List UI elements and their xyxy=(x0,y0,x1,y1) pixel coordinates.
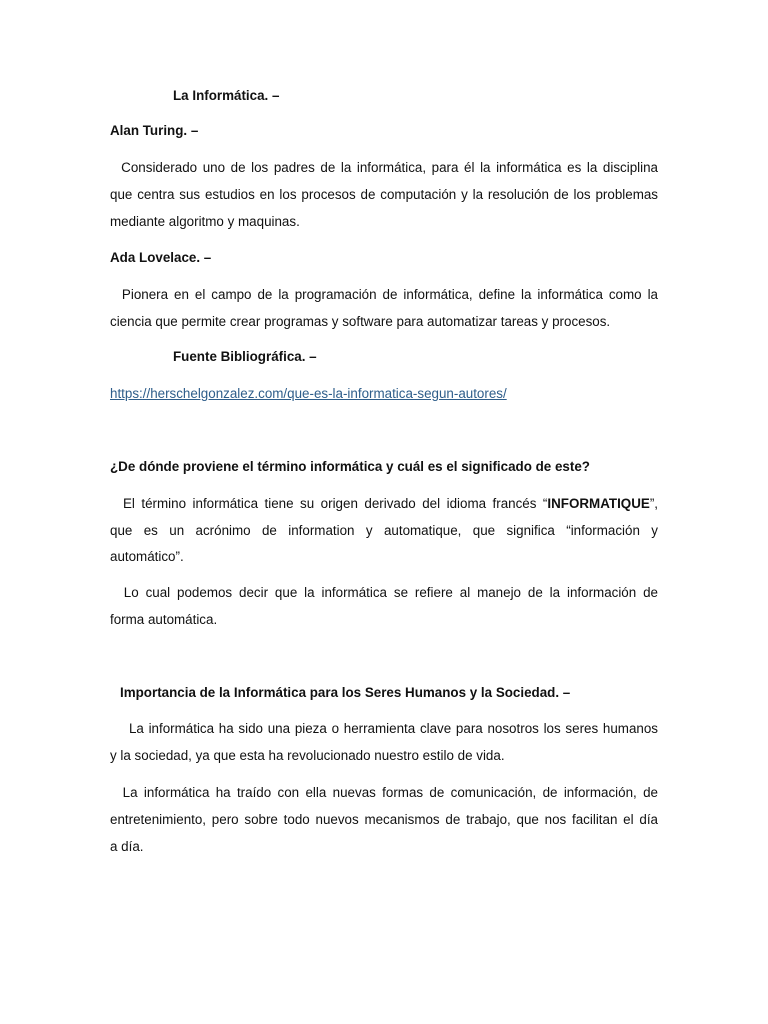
text-run: El término informática tiene su origen derivado del idioma francés “ xyxy=(110,496,548,511)
section-title: La Informática. – xyxy=(173,88,280,103)
paragraph-line: ciencia que permite crear programas y software para automatizar tareas y procesos. xyxy=(110,314,611,329)
paragraph-line: a día. xyxy=(110,839,144,854)
source-link[interactable]: https://herschelgonzalez.com/que-es-la-informatica-segun-autores/ xyxy=(110,386,507,401)
bold-term: INFORMATIQUE xyxy=(547,496,650,511)
paragraph-line: mediante algoritmo y maquinas. xyxy=(110,214,300,229)
paragraph-line: que es un acrónimo de information y automatique, que significa “información y xyxy=(110,523,658,538)
source-heading: Fuente Bibliográfica. – xyxy=(173,349,317,364)
paragraph-line: La informática ha sido una pieza o herramienta clave para nosotros los seres humanos xyxy=(110,721,658,736)
importance-heading: Importancia de la Informática para los Seres Humanos y la Sociedad. – xyxy=(120,685,571,700)
text-run: ”, xyxy=(649,496,658,511)
paragraph-line: entretenimiento, pero sobre todo nuevos mecanismos de trabajo, que nos facilitan el día xyxy=(110,812,658,827)
author-name-lovelace: Ada Lovelace. – xyxy=(110,250,212,265)
paragraph-line: Lo cual podemos decir que la informática se refiere al manejo de la información de xyxy=(110,585,658,600)
paragraph-line: que centra sus estudios en los procesos de computación y la resolución de los problemas xyxy=(110,187,658,202)
paragraph-line: y la sociedad, ya que esta ha revolucionado nuestro estilo de vida. xyxy=(110,748,505,763)
author-name-turing: Alan Turing. – xyxy=(110,123,199,138)
paragraph-line: forma automática. xyxy=(110,612,218,627)
paragraph-line: Considerado uno de los padres de la informática, para él la informática es la disciplina xyxy=(110,160,658,175)
question-heading: ¿De dónde proviene el término informática y cuál es el significado de este? xyxy=(110,459,590,474)
paragraph-line xyxy=(110,496,658,512)
paragraph-line: automático”. xyxy=(110,549,184,564)
paragraph-line: La informática ha traído con ella nuevas formas de comunicación, de información, de xyxy=(110,785,658,800)
paragraph-line: Pionera en el campo de la programación de informática, define la informática como la xyxy=(110,287,658,302)
